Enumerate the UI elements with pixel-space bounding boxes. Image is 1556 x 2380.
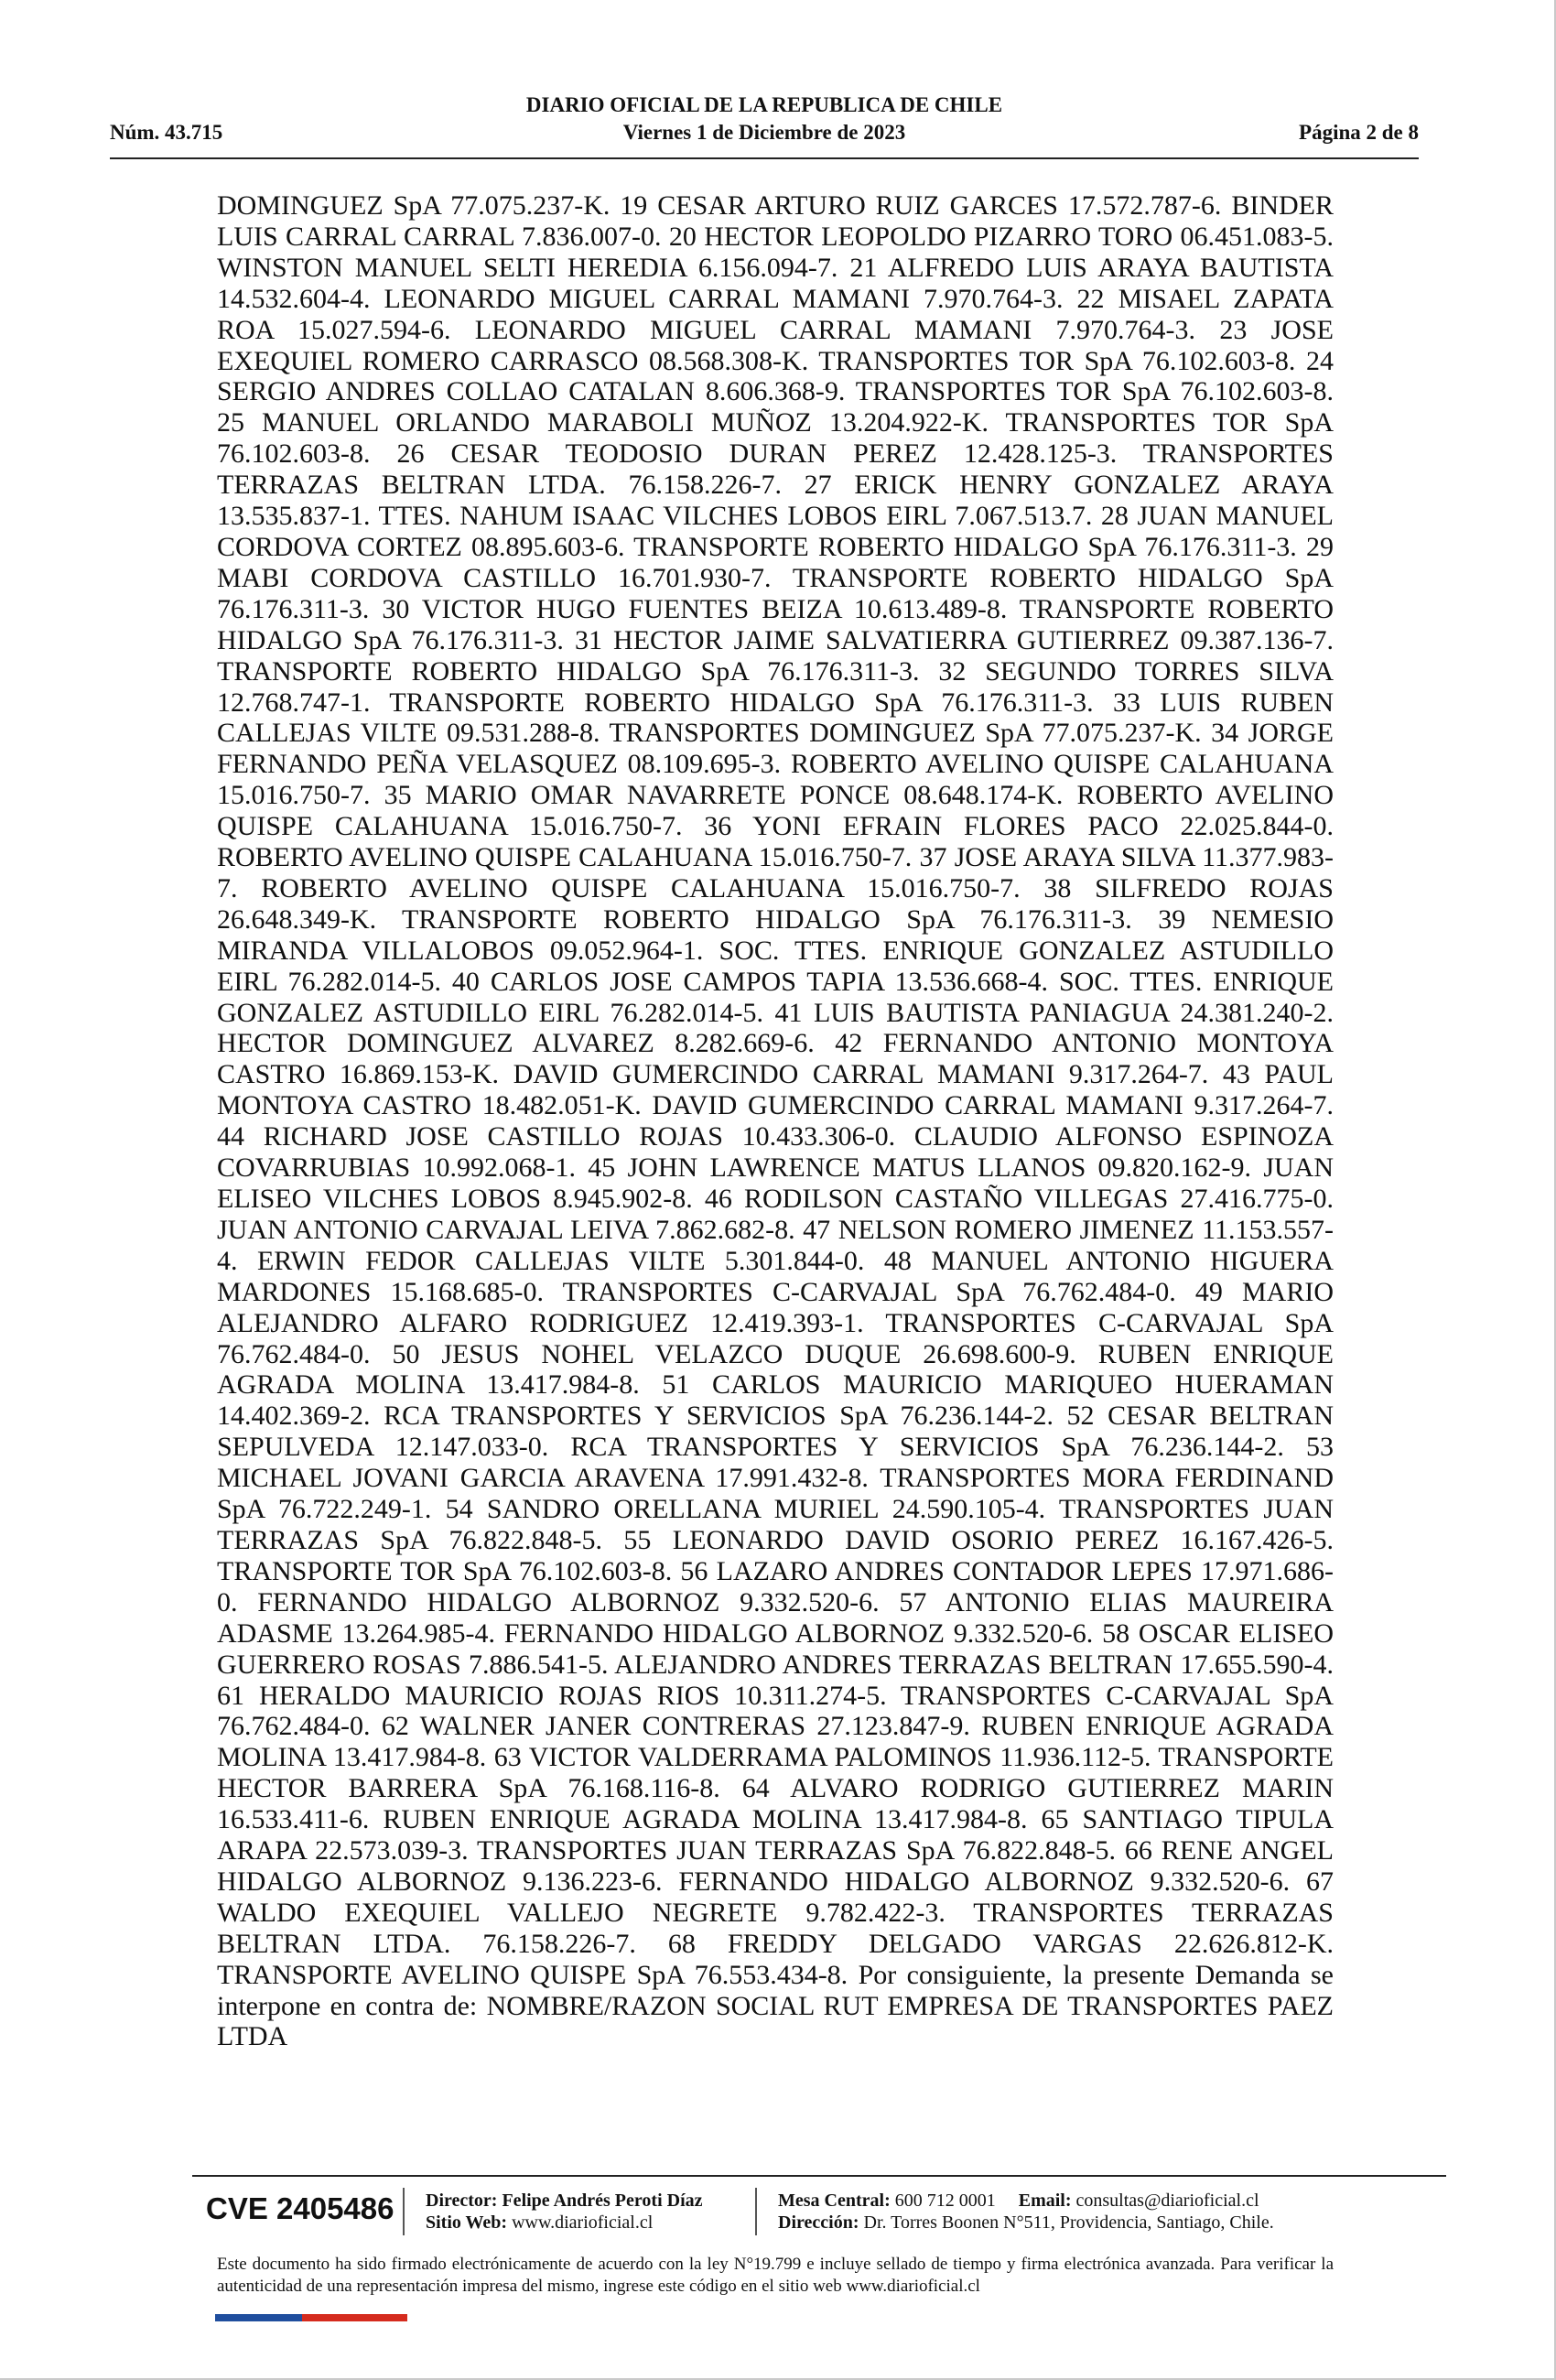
phone-value: 600 712 0001 bbox=[894, 2191, 996, 2211]
page-footer bbox=[206, 2184, 1350, 2239]
director-line bbox=[426, 2190, 703, 2212]
footer-divider bbox=[192, 2175, 1446, 2177]
footer-contact-block bbox=[778, 2190, 1274, 2234]
director-label: Director: bbox=[426, 2191, 498, 2211]
footer-separator bbox=[755, 2188, 757, 2235]
page-number: Página 2 de 8 bbox=[1299, 121, 1419, 144]
publication-date: Viernes 1 de Diciembre de 2023 bbox=[622, 121, 906, 144]
page-header bbox=[110, 92, 1419, 156]
body-text: DOMINGUEZ SpA 77.075.237-K. 19 CESAR ARTURO RUIZ GARCES 17.572.787-6. BINDER LUIS CARRAL CARRAL 7.836.007-0. 20 HECTOR LEOPOLDO PIZARRO TORO 06.451.083-5. WINSTON MANUEL SELTI HEREDIA 6.156.094-7. 21 ALFREDO LUIS ARAYA BAUTISTA 14.532.604-4. LEONARDO MIGUEL CARRAL MAMANI 7.970.764-3. 22 MISAEL ZAPATA ROA 15.027.594-6. LEONARDO MIGUEL CARRAL MAMANI 7.970.764-3. 23 JOSE EXEQUIEL ROMERO CARRASCO 08.568.308-K. TRANSPORTES TOR SpA 76.102.603-8. 24 SERGIO ANDRES COLLAO CATALAN 8.606.368-9. TRANSPORTES TOR SpA 76.102.603-8. 25 MANUEL ORLANDO MARABOLI MUÑOZ 13.204.922-K. TRANSPORTES TOR SpA 76.102.603-8. 26 CESAR TEODOSIO DURAN PEREZ 12.428.125-3. TRANSPORTES TERRAZAS BELTRAN LTDA. 76.158.226-7. 27 ERICK HENRY GONZALEZ ARAYA 13.535.837-1. TTES. NAHUM ISAAC VILCHES LOBOS EIRL 7.067.513.7. 28 JUAN MANUEL CORDOVA CORTEZ 08.895.603-6. TRANSPORTE ROBERTO HIDALGO SpA 76.176.311-3. 29 MABI CORDOVA CASTILLO 16.701.930-7. TRANSPORTE ROBERTO HIDALGO SpA 76.176.311-3. 30 VICTOR HUGO FUENTES BEIZA 10.613.489-8. TRANSPORTE ROBERTO HIDALGO SpA 76.176.311-3. 31 HECTOR JAIME SALVATIERRA GUTIERREZ 09.387.136-7. TRANSPORTE ROBERTO HIDALGO SpA 76.176.311-3. 32 SEGUNDO TORRES SILVA 12.768.747-1. TRANSPORTE ROBERTO HIDALGO SpA 76.176.311-3. 33 LUIS RUBEN CALLEJAS VILTE 09.531.288-8. TRANSPORTES DOMINGUEZ SpA 77.075.237-K. 34 JORGE FERNANDO PEÑA VELASQUEZ 08.109.695-3. ROBERTO AVELINO QUISPE CALAHUANA 15.016.750-7. 35 MARIO OMAR NAVARRETE PONCE 08.648.174-K. ROBERTO AVELINO QUISPE CALAHUANA 15.016.750-7. 36 YONI EFRAIN FLORES PACO 22.025.844-0. ROBERTO AVELINO QUISPE CALAHUANA 15.016.750-7. 37 JOSE ARAYA SILVA 11.377.983-7. ROBERTO AVELINO QUISPE CALAHUANA 15.016.750-7. 38 SILFREDO ROJAS 26.648.349-K. TRANSPORTE ROBERTO HIDALGO SpA 76.176.311-3. 39 NEMESIO MIRANDA VILLALOBOS 09.052.964-1. SOC. TTES. ENRIQUE GONZALEZ ASTUDILLO EIRL 76.282.014-5. 40 CARLOS JOSE CAMPOS TAPIA 13.536.668-4. SOC. TTES. ENRIQUE GONZALEZ ASTUDILLO EIRL 76.282.014-5. 41 LUIS BAUTISTA PANIAGUA 24.381.240-2. HECTOR DOMINGUEZ ALVAREZ 8.282.669-6. 42 FERNANDO ANTONIO MONTOYA CASTRO 16.869.153-K. DAVID GUMERCINDO CARRAL MAMANI 9.317.264-7. 43 PAUL MONTOYA CASTRO 18.482.051-K. DAVID GUMERCINDO CARRAL MAMANI 9.317.264-7. 44 RICHARD JOSE CASTILLO ROJAS 10.433.306-0. CLAUDIO ALFONSO ESPINOZA COVARRUBIAS 10.992.068-1. 45 JOHN LAWRENCE MATUS LLANOS 09.820.162-9. JUAN ELISEO VILCHES LOBOS 8.945.902-8. 46 RODILSON CASTAÑO VILLEGAS 27.416.775-0. JUAN ANTONIO CARVAJAL LEIVA 7.862.682-8. 47 NELSON ROMERO JIMENEZ 11.153.557-4. ERWIN FEDOR CALLEJAS VILTE 5.301.844-0. 48 MANUEL ANTONIO HIGUERA MARDONES 15.168.685-0. TRANSPORTES C-CARVAJAL SpA 76.762.484-0. 49 MARIO ALEJANDRO ALFARO RODRIGUEZ 12.419.393-1. TRANSPORTES C-CARVAJAL SpA 76.762.484-0. 50 JESUS NOHEL VELAZCO DUQUE 26.698.600-9. RUBEN ENRIQUE AGRADA MOLINA 13.417.984-8. 51 CARLOS MAURICIO MARIQUEO HUERAMAN 14.402.369-2. RCA TRANSPORTES Y SERVICIOS SpA 76.236.144-2. 52 CESAR BELTRAN SEPULVEDA 12.147.033-0. RCA TRANSPORTES Y SERVICIOS SpA 76.236.144-2. 53 MICHAEL JOVANI GARCIA ARAVENA 17.991.432-8. TRANSPORTES MORA FERDINAND SpA 76.722.249-1. 54 SANDRO ORELLANA MURIEL 24.590.105-4. TRANSPORTES JUAN TERRAZAS SpA 76.822.848-5. 55 LEONARDO DAVID OSORIO PEREZ 16.167.426-5. TRANSPORTE TOR SpA 76.102.603-8. 56 LAZARO ANDRES CONTADOR LEPES 17.971.686-0. FERNANDO HIDALGO ALBORNOZ 9.332.520-6. 57 ANTONIO ELIAS MAUREIRA ADASME 13.264.985-4. FERNANDO HIDALGO ALBORNOZ 9.332.520-6. 58 OSCAR ELISEO GUERRERO ROSAS 7.886.541-5. ALEJANDRO ANDRES TERRAZAS BELTRAN 17.655.590-4. 61 HERALDO MAURICIO ROJAS RIOS 10.311.274-5. TRANSPORTES C-CARVAJAL SpA 76.762.484-0. 62 WALNER JANER CONTRERAS 27.123.847-9. RUBEN ENRIQUE AGRADA MOLINA 13.417.984-8. 63 VICTOR VALDERRAMA PALOMINOS 11.936.112-5. TRANSPORTE HECTOR BARRERA SpA 76.168.116-8. 64 ALVARO RODRIGO GUTIERREZ MARIN 16.533.411-6. RUBEN ENRIQUE AGRADA MOLINA 13.417.984-8. 65 SANTIAGO TIPULA ARAPA 22.573.039-3. TRANSPORTES JUAN TERRAZAS SpA 76.822.848-5. 66 RENE ANGEL HIDALGO ALBORNOZ 9.136.223-6. FERNANDO HIDALGO ALBORNOZ 9.332.520-6. 67 WALDO EXEQUIEL VALLEJO NEGRETE 9.782.422-3. TRANSPORTES TERRAZAS BELTRAN LTDA. 76.158.226-7. 68 FREDDY DELGADO VARGAS 22.626.812-K. TRANSPORTE AVELINO QUISPE SpA 76.553.434-8. Por consiguiente, la presente Demanda se interpone en contra de: NOMBRE/RAZON SOCIAL RUT EMPRESA DE TRANSPORTES PAEZ LTDA bbox=[217, 190, 1334, 2052]
site-label: Sitio Web: bbox=[426, 2212, 508, 2233]
chile-flag-bar bbox=[215, 2314, 407, 2321]
footer-director-block bbox=[426, 2190, 703, 2234]
masthead bbox=[110, 92, 1419, 146]
phone-email-line bbox=[778, 2190, 1274, 2212]
site-link[interactable]: www.diarioficial.cl bbox=[512, 2212, 654, 2233]
address-label: Dirección: bbox=[778, 2212, 859, 2233]
header-divider bbox=[110, 157, 1419, 159]
address-line bbox=[778, 2212, 1274, 2234]
email-label: Email: bbox=[1018, 2191, 1072, 2211]
flag-blue-segment bbox=[215, 2314, 302, 2321]
phone-label: Mesa Central: bbox=[778, 2191, 891, 2211]
footer-separator bbox=[403, 2188, 405, 2235]
publication-title: DIARIO OFICIAL DE LA REPUBLICA DE CHILE bbox=[525, 93, 1003, 116]
electronic-signature-notice: Este documento ha sido firmado electrónicamente de acuerdo con la ley N°19.799 e incluye sellado de tiempo y firma electrónica avanzada. Para verificar la autenticidad de una representación impresa del mismo, ingrese este código en el sitio web www.diarioficial.cl bbox=[217, 2255, 1334, 2296]
director-name: Felipe Andrés Peroti Díaz bbox=[502, 2191, 703, 2211]
site-line bbox=[426, 2212, 703, 2234]
cve-code: CVE 2405486 bbox=[206, 2191, 394, 2225]
flag-red-segment bbox=[302, 2314, 408, 2321]
issue-number: Núm. 43.715 bbox=[110, 121, 223, 144]
address-value: Dr. Torres Boonen N°511, Providencia, Santiago, Chile. bbox=[863, 2212, 1274, 2233]
email-link[interactable]: consultas@diarioficial.cl bbox=[1075, 2191, 1259, 2211]
